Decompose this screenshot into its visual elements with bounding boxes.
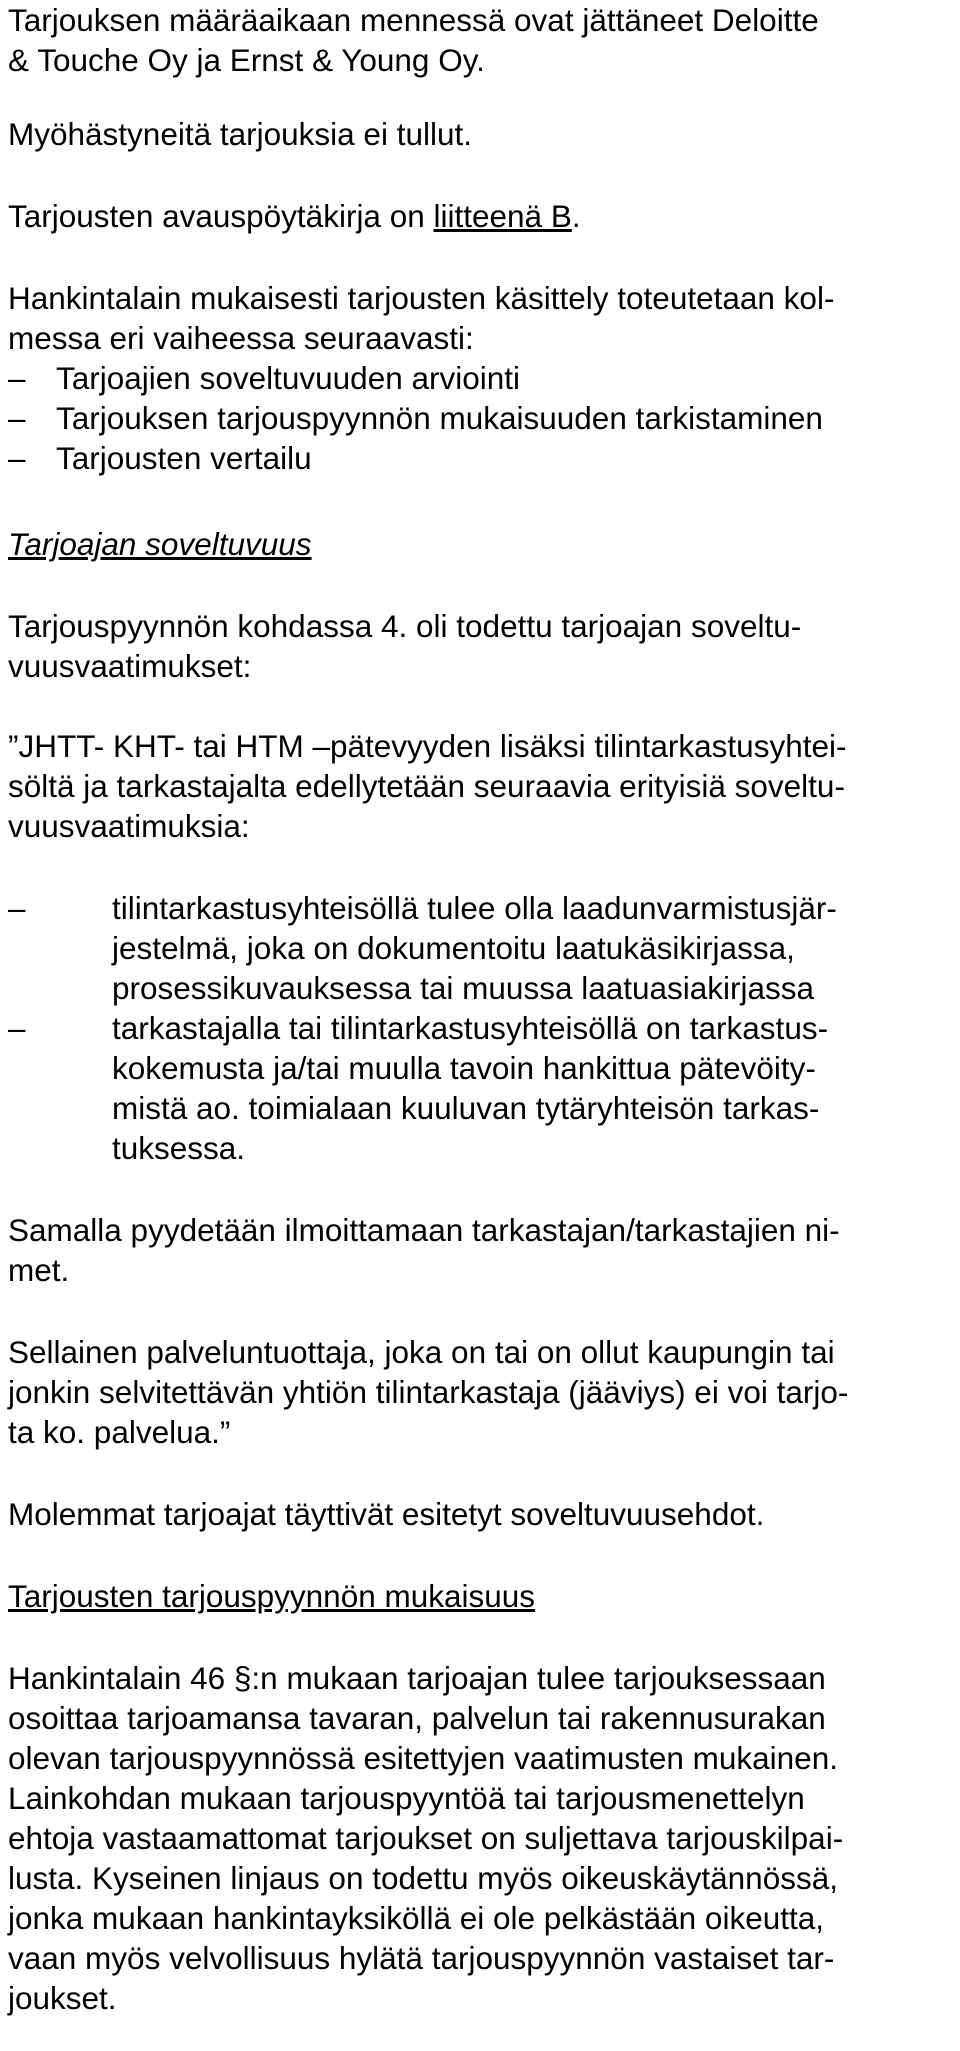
attachment-end: . xyxy=(571,198,581,234)
quote-line: ”JHTT- KHT- tai HTM –pätevyyden lisäksi tilintarkastusyhtei- xyxy=(8,728,847,764)
section-heading: Tarjousten tarjouspyynnön mukaisuus xyxy=(8,1578,536,1614)
requirement-line: kokemusta ja/tai muulla tavoin hankittua pätevöity- xyxy=(112,1050,816,1086)
paragraph-line: Tarjouksen määräaikaan mennessä ovat jättäneet Deloitte xyxy=(8,2,819,38)
paragraph-line: messa eri vaiheessa seuraavasti: xyxy=(8,320,474,356)
attachment-text: Tarjousten avauspöytäkirja on xyxy=(8,198,434,234)
paragraph-line: Hankintalain 46 §:n mukaan tarjoajan tulee tarjouksessaan xyxy=(8,1660,826,1696)
dash-bullet: – xyxy=(8,360,26,396)
section-heading: Tarjoajan soveltuvuus xyxy=(8,526,312,562)
paragraph-line: Hankintalain mukaisesti tarjousten käsittely toteutetaan kol- xyxy=(8,280,835,316)
paragraph-line: ta ko. palvelua.” xyxy=(8,1414,231,1450)
list-item: Tarjouksen tarjouspyynnön mukaisuuden tarkistaminen xyxy=(56,400,823,436)
paragraph-line: osoittaa tarjoamansa tavaran, palvelun tai rakennusurakan xyxy=(8,1700,826,1736)
paragraph-line: met. xyxy=(8,1252,70,1288)
paragraph-line: Molemmat tarjoajat täyttivät esitetyt soveltuvuusehdot. xyxy=(8,1496,765,1532)
paragraph-line: jonka mukaan hankintayksiköllä ei ole pelkästään oikeutta, xyxy=(8,1900,825,1936)
paragraph-line: Samalla pyydetään ilmoittamaan tarkastajan/tarkastajien ni- xyxy=(8,1212,840,1248)
dash-bullet: – xyxy=(8,400,26,436)
requirement-line: jestelmä, joka on dokumentoitu laatukäsikirjassa, xyxy=(112,930,795,966)
paragraph-line: Myöhästyneitä tarjouksia ei tullut. xyxy=(8,116,472,152)
attachment-link[interactable]: liitteenä B xyxy=(433,198,572,234)
requirement-line: tilintarkastusyhteisöllä tulee olla laadunvarmistusjär- xyxy=(112,890,837,926)
quote-line: vuusvaatimuksia: xyxy=(8,808,250,844)
quote-line: söltä ja tarkastajalta edellytetään seuraavia erityisiä soveltu- xyxy=(8,768,845,804)
list-item: Tarjoajien soveltuvuuden arviointi xyxy=(56,360,521,396)
dash-bullet: – xyxy=(8,1010,26,1046)
requirement-line: prosessikuvauksessa tai muussa laatuasiakirjassa xyxy=(112,970,815,1006)
paragraph-line: Sellainen palveluntuottaja, joka on tai on ollut kaupungin tai xyxy=(8,1334,835,1370)
paragraph-line: vaan myös velvollisuus hylätä tarjouspyynnön vastaiset tar- xyxy=(8,1940,835,1976)
requirement-line: tarkastajalla tai tilintarkastusyhteisöllä on tarkastus- xyxy=(112,1010,829,1046)
dash-bullet: – xyxy=(8,440,26,476)
attachment-sentence xyxy=(8,196,581,236)
list-item: Tarjousten vertailu xyxy=(56,440,312,476)
paragraph-line: Tarjouspyynnön kohdassa 4. oli todettu tarjoajan soveltu- xyxy=(8,608,802,644)
paragraph-line: vuusvaatimukset: xyxy=(8,648,252,684)
paragraph-line: lusta. Kyseinen linjaus on todettu myös oikeuskäytännössä, xyxy=(8,1860,838,1896)
requirement-line: tuksessa. xyxy=(112,1130,246,1166)
requirement-line: mistä ao. toimialaan kuuluvan tytäryhteisön tarkas- xyxy=(112,1090,820,1126)
paragraph-line: jonkin selvitettävän yhtiön tilintarkastaja (jääviys) ei voi tarjo- xyxy=(8,1374,849,1410)
paragraph-line: Lainkohdan mukaan tarjouspyyntöä tai tarjousmenettelyn xyxy=(8,1780,805,1816)
paragraph-line: joukset. xyxy=(8,1980,117,2016)
paragraph-line: ehtoja vastaamattomat tarjoukset on suljettava tarjouskilpai- xyxy=(8,1820,844,1856)
paragraph-line: olevan tarjouspyynnössä esitettyjen vaatimusten mukainen. xyxy=(8,1740,838,1776)
dash-bullet: – xyxy=(8,890,26,926)
paragraph-line: & Touche Oy ja Ernst & Young Oy. xyxy=(8,42,485,78)
